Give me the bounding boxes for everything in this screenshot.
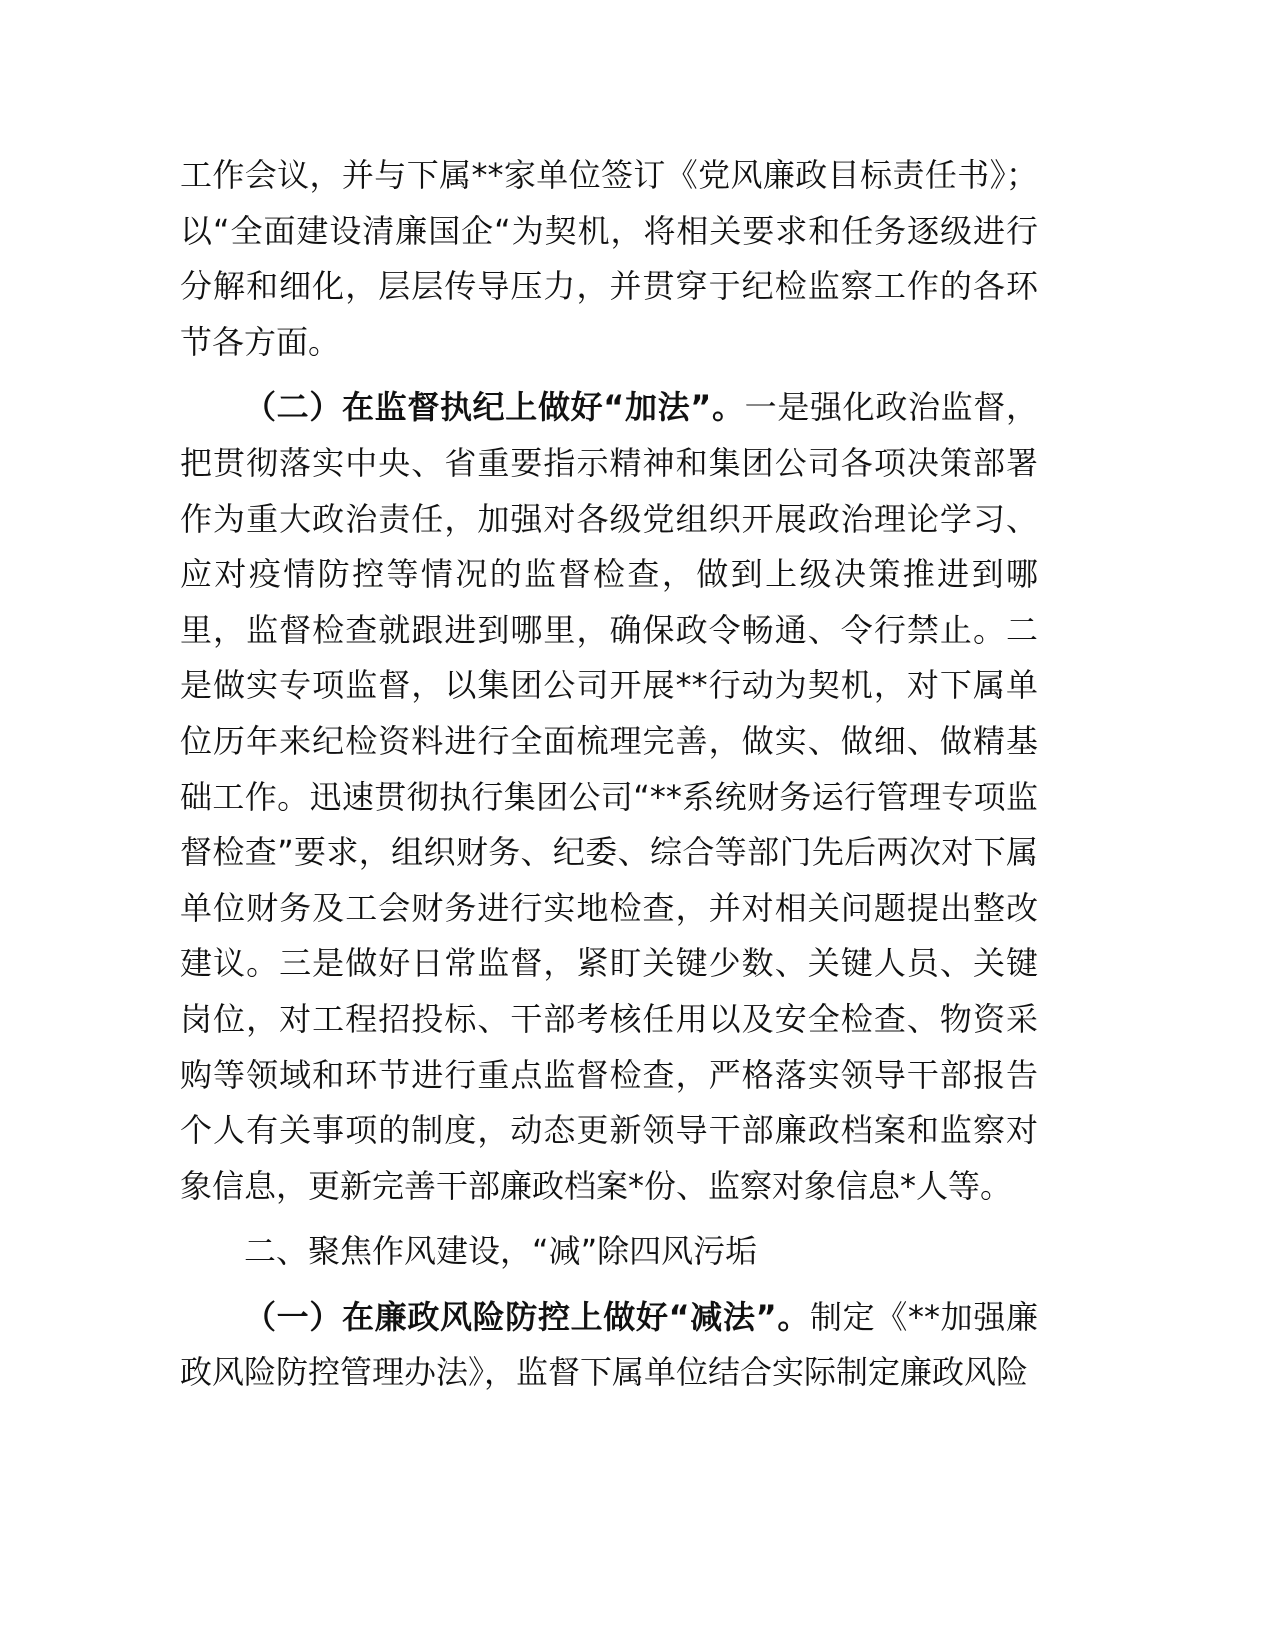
paragraph-text: 制定《**加强廉政风险防控管理办法》，监督下属单位结合实际制定廉政风险 bbox=[180, 1297, 1038, 1392]
section-heading: （二）在监督执纪上做好“加法”。 bbox=[244, 388, 745, 427]
paragraph-4 bbox=[180, 1290, 1038, 1401]
document-body bbox=[180, 148, 1038, 1411]
section-heading: （一）在廉政风险防控上做好“减法”。 bbox=[244, 1297, 810, 1336]
paragraph-3 bbox=[180, 1224, 1038, 1280]
paragraph-1 bbox=[180, 148, 1038, 370]
paragraph-text: 一是强化政治监督，把贯彻落实中央、省重要指示精神和集团公司各项决策部署作为重大政治责任，加强对各级党组织开展政治理论学习、应对疫情防控等情况的监督检查，做到上级决策推进到哪里，监督检查就跟进到哪里，确保政令畅通、令行禁止。二是做实专项监督，以集团公司开展**行动为契机，对下属单位历年来纪检资料进行全面梳理完善，做实、做细、做精基础工作。迅速贯彻执行集团公司“**系统财务运行管理专项监督检查”要求，组织财务、纪委、综合等部门先后两次对下属单位财务及工会财务进行实地检查，并对相关问题提出整改建议。三是做好日常监督，紧盯关键少数、关键人员、关键岗位，对工程招投标、干部考核任用以及安全检查、物资采购等领域和环节进行重点监督检查，严格落实领导干部报告个人有关事项的制度，动态更新领导干部廉政档案和监察对象信息，更新完善干部廉政档案*份、监察对象信息*人等。 bbox=[180, 388, 1038, 1205]
paragraph-2 bbox=[180, 380, 1038, 1214]
chapter-heading: 二、聚焦作风建设，“减”除四风污垢 bbox=[244, 1232, 758, 1271]
paragraph-text: 工作会议，并与下属**家单位签订《党风廉政目标责任书》；以“全面建设清廉国企“为契机，将相关要求和任务逐级进行分解和细化，层层传导压力，并贯穿于纪检监察工作的各环节各方面。 bbox=[180, 156, 1038, 361]
